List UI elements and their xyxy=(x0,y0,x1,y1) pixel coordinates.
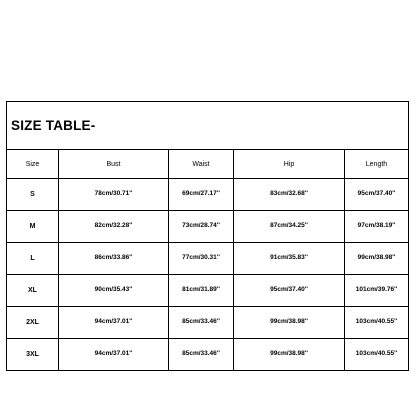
hip-cell: 95cm/37.40'' xyxy=(234,275,345,307)
waist-cell: 73cm/28.74'' xyxy=(169,211,234,243)
waist-cell: 69cm/27.17'' xyxy=(169,179,234,211)
header-waist: Waist xyxy=(169,150,234,179)
waist-cell: 85cm/33.46'' xyxy=(169,307,234,339)
hip-cell: 99cm/38.98'' xyxy=(234,339,345,371)
waist-cell: 77cm/30.31'' xyxy=(169,243,234,275)
length-cell: 103cm/40.55'' xyxy=(345,307,409,339)
size-cell: XL xyxy=(7,275,59,307)
table-title: SIZE TABLE- xyxy=(7,102,409,150)
size-cell: M xyxy=(7,211,59,243)
bust-cell: 94cm/37.01'' xyxy=(59,307,169,339)
table-header-row xyxy=(7,150,409,179)
bust-cell: 86cm/33.86'' xyxy=(59,243,169,275)
length-cell: 101cm/39.76'' xyxy=(345,275,409,307)
waist-cell: 81cm/31.89'' xyxy=(169,275,234,307)
length-cell: 99cm/38.98'' xyxy=(345,243,409,275)
bust-cell: 78cm/30.71'' xyxy=(59,179,169,211)
header-hip: Hip xyxy=(234,150,345,179)
table-row xyxy=(7,211,409,243)
size-cell: L xyxy=(7,243,59,275)
table-row xyxy=(7,275,409,307)
length-cell: 95cm/37.40'' xyxy=(345,179,409,211)
size-cell: S xyxy=(7,179,59,211)
length-cell: 97cm/38.19'' xyxy=(345,211,409,243)
header-bust: Bust xyxy=(59,150,169,179)
size-cell: 2XL xyxy=(7,307,59,339)
size-cell: 3XL xyxy=(7,339,59,371)
table-title-row xyxy=(7,102,409,150)
table-row xyxy=(7,179,409,211)
header-size: Size xyxy=(7,150,59,179)
bust-cell: 82cm/32.28'' xyxy=(59,211,169,243)
bust-cell: 94cm/37.01'' xyxy=(59,339,169,371)
hip-cell: 83cm/32.68'' xyxy=(234,179,345,211)
table-row xyxy=(7,339,409,371)
waist-cell: 85cm/33.46'' xyxy=(169,339,234,371)
length-cell: 103cm/40.55'' xyxy=(345,339,409,371)
header-length: Length xyxy=(345,150,409,179)
bust-cell: 90cm/35.43'' xyxy=(59,275,169,307)
size-table xyxy=(6,101,409,371)
hip-cell: 99cm/38.98'' xyxy=(234,307,345,339)
table-row xyxy=(7,307,409,339)
hip-cell: 91cm/35.83'' xyxy=(234,243,345,275)
table-row xyxy=(7,243,409,275)
hip-cell: 87cm/34.25'' xyxy=(234,211,345,243)
